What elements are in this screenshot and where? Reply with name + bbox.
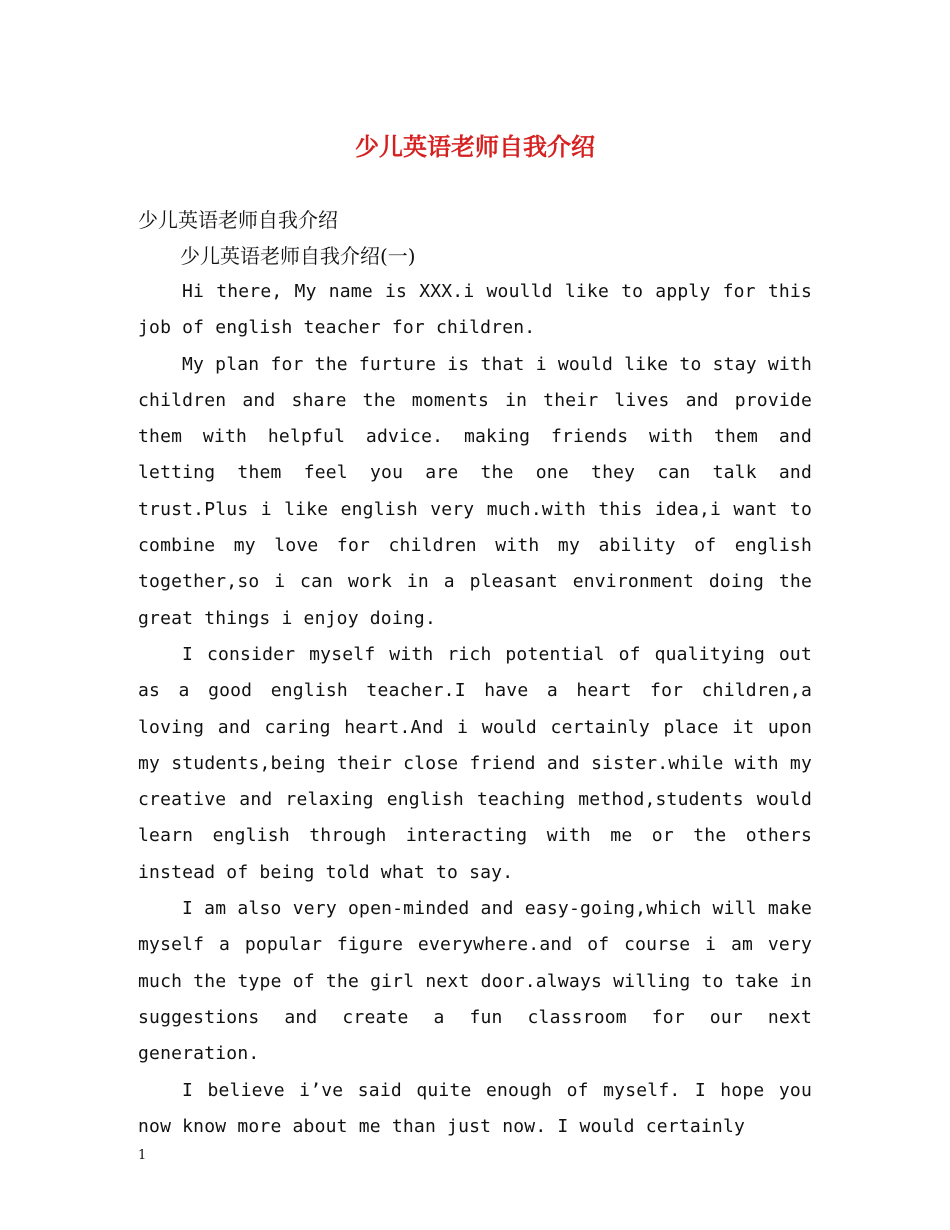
section-heading: 少儿英语老师自我介绍(一) [180,244,416,268]
paragraph-plan: My plan for the furture is that i would like to stay with children and share the moments in their lives and provide them with helpful advice. making friends with them and letting them feel you are the one they can talk and trust.Plus i like english very much.with this idea,i want to combine my love for children with my ability of english together,so i can work in a pleasant environment doing the great things i enjoy doing. [138,353,812,629]
document-title: 少儿英语老师自我介绍 [355,132,595,161]
paragraph-closing: I believe i’ve said quite enough of myself. I hope you now know more about me than just now. I would certainly [138,1079,812,1137]
paragraph-potential: I consider myself with rich potential of qualitying out as a good english teacher.I have a heart for children,a loving and caring heart.And i would certainly place it upon my students,being their close friend and sister.while with my creative and relaxing english teaching method,students would learn english through interacting with me or the others instead of being told what to say. [138,643,812,883]
page-number: 1 [138,1148,147,1163]
paragraph-intro: Hi there, My name is XXX.i woulld like to apply for this job of english teacher for children. [138,281,812,339]
paragraph-personality: I am also very open-minded and easy-going,which will make myself a popular figure everywhere.and of course i am very much the type of the girl next door.always willing to take in suggestions and create a fun classroom for our next generation. [138,898,812,1065]
document-body [138,202,812,1145]
subheading: 少儿英语老师自我介绍 [138,208,338,232]
